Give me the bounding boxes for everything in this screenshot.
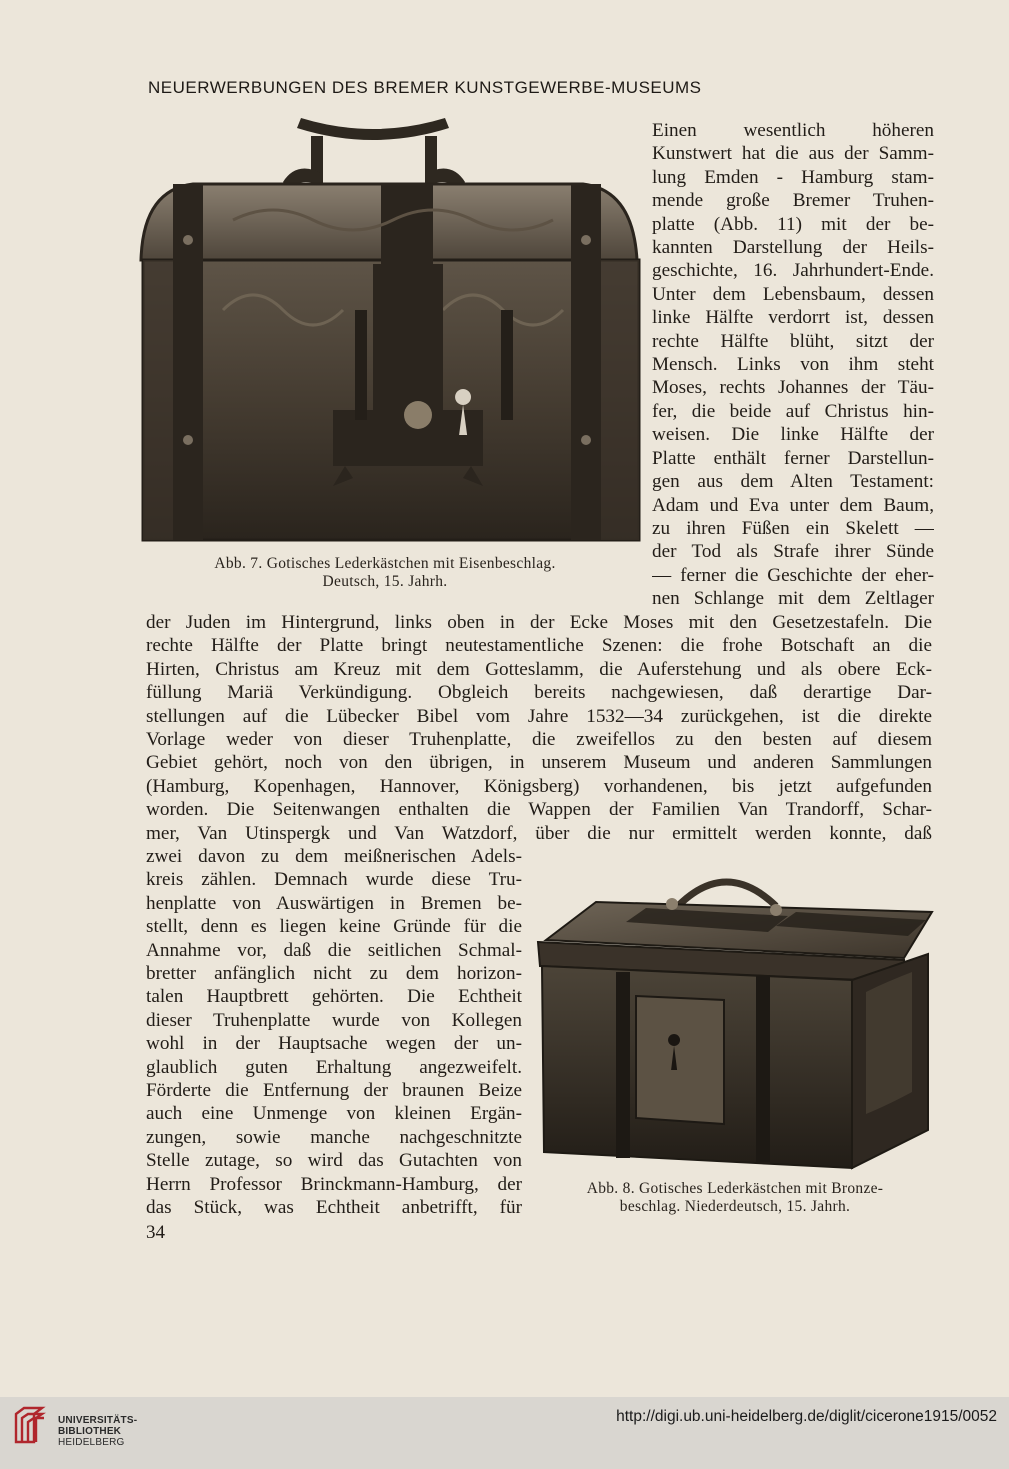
text-line: zungen, sowie manche nachgeschnitzte xyxy=(146,1126,522,1148)
figure-8-caption xyxy=(536,1180,934,1216)
text-line: Förderte die Entfernung der braunen Beize xyxy=(146,1080,522,1102)
text-line: Herrn Professor Brinckmann-Hamburg, der xyxy=(146,1173,522,1195)
text-line: gen aus dem Alten Testament: xyxy=(652,471,934,493)
text-line: Moses, rechts Johannes der Täu- xyxy=(652,377,934,399)
text-line: kreis zählen. Demnach wurde diese Tru- xyxy=(146,869,522,891)
figure-8-caption-line-2: beschlag. Niederdeutsch, 15. Jahrh. xyxy=(619,1198,851,1215)
figure-7-caption-line-1: Abb. 7. Gotisches Lederkästchen mit Eisenbeschlag. xyxy=(214,555,556,572)
text-line: fer, die beide auf Christus hin- xyxy=(652,400,934,422)
text-line: geschichte, 16. Jahrhundert-Ende. xyxy=(652,260,934,282)
text-line: — ferner die Geschichte der eher- xyxy=(652,564,934,586)
university-library-logo-icon[interactable] xyxy=(12,1406,48,1446)
text-line: Stelle zutage, so wird das Gutachten von xyxy=(146,1150,522,1172)
text-line: kannten Darstellung der Heils- xyxy=(652,237,934,259)
text-line: Gebiet gehört, noch von den übrigen, in unserem Museum und anderen Sammlungen xyxy=(146,752,932,774)
text-line: Platte enthält ferner Darstellun- xyxy=(652,447,934,469)
text-line: nen Schlange mit dem Zeltlager xyxy=(652,588,934,610)
text-line: das Stück, was Echtheit anbetrifft, für xyxy=(146,1197,522,1219)
text-line: Adam und Eva unter dem Baum, xyxy=(652,494,934,516)
logo-line-2: BIBLIOTHEK xyxy=(58,1426,122,1437)
figure-7-caption-line-2: Deutsch, 15. Jahrh. xyxy=(322,573,448,590)
right-column-text xyxy=(652,119,934,611)
text-line: wohl in der Hauptsache wegen der un- xyxy=(146,1033,522,1055)
left-column-text xyxy=(146,845,522,1220)
text-line: Einen wesentlich höheren xyxy=(652,120,934,141)
casket-iron-illustration xyxy=(133,110,643,546)
text-line: auch eine Unmenge von kleinen Ergän- xyxy=(146,1103,522,1125)
text-line: mende große Bremer Truhen- xyxy=(652,190,934,212)
text-line: lung Emden - Hamburg stam- xyxy=(652,166,934,188)
running-head: NEUERWERBUNGEN DES BREMER KUNSTGEWERBE-MUSEUMS xyxy=(148,78,702,97)
text-line: der Juden im Hintergrund, links oben in der Ecke Moses mit den Gesetzestafeln. Die xyxy=(146,612,932,633)
text-line: Hirten, Christus am Kreuz mit dem Gotteslamm, die Auferstehung und als obere Eck- xyxy=(146,658,932,680)
permalink-url[interactable]: http://digi.ub.uni-heidelberg.de/diglit/cicerone1915/0052 xyxy=(616,1408,997,1425)
text-line: Annahme vor, daß die seitlichen Schmal- xyxy=(146,939,522,961)
text-line: stellungen auf die Lübecker Bibel vom Jahre 1532—34 zurückgehen, ist die direkte xyxy=(146,705,932,727)
text-line: worden. Die Seitenwangen enthalten die Wappen der Familien Van Trandorff, Schar- xyxy=(146,799,932,821)
text-line: weisen. Die linke Hälfte der xyxy=(652,424,934,446)
text-line: zwei davon zu dem meißnerischen Adels- xyxy=(146,846,522,867)
text-line: henplatte von Auswärtigen in Bremen be- xyxy=(146,892,522,914)
text-line: glaublich guten Erhaltung angezweifelt. xyxy=(146,1056,522,1078)
text-line: platte (Abb. 11) mit der be- xyxy=(652,213,934,235)
logo-line-3: HEIDELBERG xyxy=(58,1437,125,1448)
text-line: (Hamburg, Kopenhagen, Hannover, Königsberg) vorhandenen, bis jetzt aufgefunden xyxy=(146,775,932,797)
figure-7-casket-photo xyxy=(133,110,643,546)
text-line: rechte Hälfte der Platte bringt neutestamentliche Szenen: die frohe Botschaft an die xyxy=(146,635,932,657)
logo-line-1: UNIVERSITÄTS- xyxy=(58,1415,138,1426)
figure-7-caption xyxy=(170,555,600,591)
text-line: rechte Hälfte blüht, sitzt der xyxy=(652,330,934,352)
text-line: talen Hauptbrett gehörten. Die Echtheit xyxy=(146,986,522,1008)
text-line: Kunstwert hat die aus der Samm- xyxy=(652,143,934,165)
text-line: mer, Van Utinspergk und Van Watzdorf, über die nur ermittelt werden konnte, daß xyxy=(146,822,932,844)
text-line: linke Hälfte verdorrt ist, dessen xyxy=(652,307,934,329)
figure-8-casket-photo xyxy=(536,862,934,1172)
casket-bronze-illustration xyxy=(536,862,934,1172)
page-number: 34 xyxy=(146,1222,165,1243)
figure-8-caption-line-1: Abb. 8. Gotisches Lederkästchen mit Bronze- xyxy=(586,1180,884,1197)
text-line: füllung Mariä Verkündigung. Obgleich bereits nachgewiesen, daß derartige Dar- xyxy=(146,682,932,704)
text-line: zu ihren Füßen ein Skelett — xyxy=(652,517,934,539)
text-line: stellt, denn es liegen keine Gründe für die xyxy=(146,916,522,938)
text-line: Unter dem Lebensbaum, dessen xyxy=(652,283,934,305)
text-line: der Tod als Strafe ihrer Sünde xyxy=(652,541,934,563)
text-line: bretter anfänglich nicht zu dem horizon- xyxy=(146,963,522,985)
text-line: Vorlage weder von dieser Truhenplatte, die zweifellos zu den besten auf diesem xyxy=(146,729,932,751)
text-line: Mensch. Links von ihm steht xyxy=(652,354,934,376)
university-library-logo-text[interactable] xyxy=(58,1415,137,1448)
text-line: dieser Truhenplatte wurde von Kollegen xyxy=(146,1009,522,1031)
full-width-text xyxy=(146,611,932,845)
